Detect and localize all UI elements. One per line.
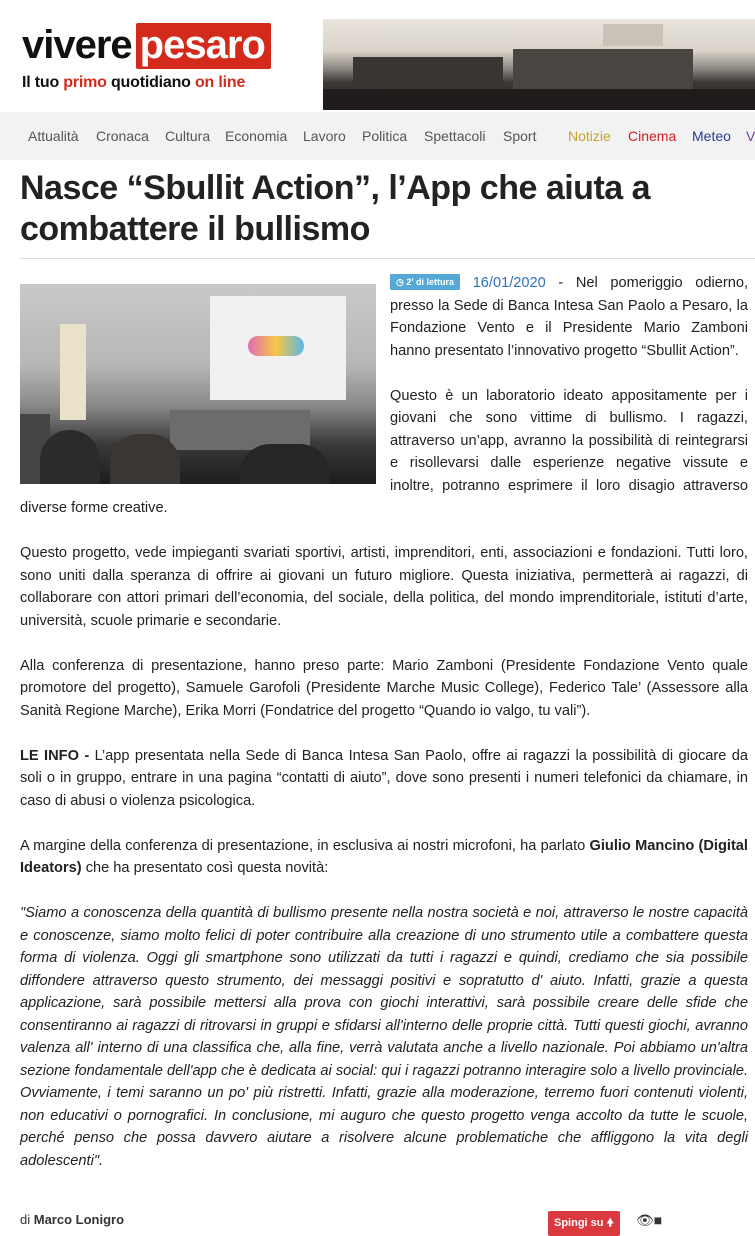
nav-item-meteo[interactable]: Meteo	[692, 128, 731, 144]
comment-icon[interactable]: ■	[653, 1212, 663, 1228]
article-paragraph	[20, 745, 748, 813]
eye-icon[interactable]: 👁	[636, 1212, 654, 1228]
article-footer	[20, 1210, 755, 1232]
push-up-label: Spingi su	[554, 1217, 604, 1229]
tagline-part: Il tuo	[22, 74, 60, 91]
info-heading: LE INFO -	[20, 747, 90, 764]
nav-item-notizie[interactable]: Notizie	[568, 128, 611, 144]
article-title: Nasce “Sbullit Action”, l’App che aiuta a combattere il bullismo	[20, 169, 651, 248]
logo-tagline	[22, 74, 312, 92]
article-date: 16/01/2020	[472, 275, 546, 291]
logo-word-vivere: vivere	[22, 23, 132, 67]
nav-item-cronaca[interactable]: Cronaca	[96, 128, 149, 144]
article-paragraph	[20, 835, 748, 880]
speaker-name: Giulio Mancino (Digital Ideators)	[20, 837, 748, 876]
push-up-button[interactable]	[548, 1211, 620, 1236]
category-nav	[0, 112, 755, 160]
article-photo[interactable]	[20, 284, 376, 484]
clock-icon: ◷	[396, 277, 404, 287]
article-text: A margine della conferenza di presentazione, in esclusiva ai nostri microfoni, ha parlato	[20, 837, 590, 854]
tagline-part: on line	[194, 74, 246, 91]
site-logo[interactable]	[22, 22, 312, 102]
arrow-up-icon: 🠝	[606, 1217, 614, 1229]
nav-item-spettacoli[interactable]: Spettacoli	[424, 128, 486, 144]
kitchen-ad-banner[interactable]	[323, 19, 755, 110]
nav-item-attualita[interactable]: Attualità	[28, 128, 79, 144]
nav-item-cultura[interactable]: Cultura	[165, 128, 211, 144]
tagline-part: quotidiano	[110, 74, 191, 91]
footer-icons	[636, 1212, 662, 1229]
article-body	[20, 272, 748, 1195]
author-prefix: di	[20, 1212, 31, 1227]
nav-item-sport[interactable]: Sport	[503, 128, 537, 144]
nav-item-cinema[interactable]: Cinema	[628, 128, 677, 144]
nav-item-lavoro[interactable]: Lavoro	[303, 128, 346, 144]
logo-word-pesaro: pesaro	[136, 23, 271, 69]
site-header	[0, 0, 755, 110]
nav-item-more[interactable]: V	[746, 128, 755, 144]
article-quote: "Siamo a conoscenza della quantità di bullismo presente nella nostra società e noi, attraverso le nostre capacità e conoscenze, siamo molto felici di poter contribuire alla creazione di uno strumento utile a combattere questa forma di violenza. Oggi gli smartphone sono utilizzati da tutti i ragazzi e quindi, crediamo che sia possibile diffondere attraverso questo strumento, dei messaggi positivi e sopratutto d' aiuto. Infatti, grazie a questa applicazione, sarà possibile mettersi alla prova con giochi interattivi, sarà possibile creare delle sfide che consentiranno ai ragazzi di ritrovarsi in gruppi e sfidarsi all'interno delle proprie città. Tutti questi giochi, avranno valenza all' interno di una classifica che, alla fine, verrà valutata anche a livello nazionale. Poi abbiamo un'altra sezione fondamentale dell'app che è dedicata ai social: qui i ragazzi potranno interagire solo a livello provinciale. Ovviamente, i temi saranno un po' più ristretti. Infatti, grazie alla moderazione, terremo fuori contenuti violenti, non educativi o pornografici. In conclusione, mi auguro che questo progetto venga accolto da tutte le scuole, perché penso che possa davvero aiutare a risolvere alcune problematiche che affliggono la vita degli adolescenti".	[20, 905, 748, 1169]
article-text: L’app presentata nella Sede di Banca Intesa San Paolo, offre ai ragazzi la possibilità di giocare da soli o in gruppo, entrare in una pagina “contatti di aiuto”, dove sono presenti i numeri telefonici da chiamare, in caso di abusi o violenza psicologica.	[20, 747, 748, 809]
author-byline	[20, 1212, 124, 1227]
author-name[interactable]: Marco Lonigro	[33, 1212, 125, 1227]
nav-item-politica[interactable]: Politica	[362, 128, 408, 144]
tagline-part: primo	[63, 74, 107, 91]
nav-item-economia[interactable]: Economia	[225, 128, 288, 144]
reading-time-label: 2' di lettura	[406, 277, 455, 287]
title-divider	[20, 258, 755, 259]
article-paragraph: Alla conferenza di presentazione, hanno preso parte: Mario Zamboni (Presidente Fondazione Vento quale promotore del progetto), Samuele Garofoli (Presidente Marche Music College), Federico Tale’ (Assessore alla Sanità Regione Marche), Erika Morri (Fondatrice del progetto “Quando io valgo, tu vali”).	[20, 657, 748, 719]
article-paragraph: Questo è un laboratorio ideato appositamente per i giovani che sono vittime di bullismo. I ragazzi, attraverso un’app, avranno la possibilità di reintegrarsi e risollevarsi dalle esperienze negative vissute e inoltre, potranno esprimere il loro disagio attraverso diverse forme creative.	[20, 387, 748, 516]
article-text: - Nel pomeriggio odierno, presso la Sede di Banca Intesa San Paolo a Pesaro, la Fondazione Vento e il Presidente Mario Zamboni hanno presentato l’innovativo progetto “Sbullit Action”.	[390, 275, 748, 359]
article-paragraph: Questo progetto, vede impieganti svariati sportivi, artisti, imprenditori, enti, associazioni e fondazioni. Tutti loro, sono uniti dalla speranza di offrire ai giovani un futuro migliore. Questa iniziativa, permetterà ai ragazzi, di collaborare con attori primari dell’economia, del sociale, della politica, del mondo imprenditoriale, istituti d’arte, università, scuole primarie e secondarie.	[20, 545, 748, 629]
reading-time-badge	[390, 274, 460, 290]
article-text: che ha presentato così questa novità:	[81, 860, 329, 876]
